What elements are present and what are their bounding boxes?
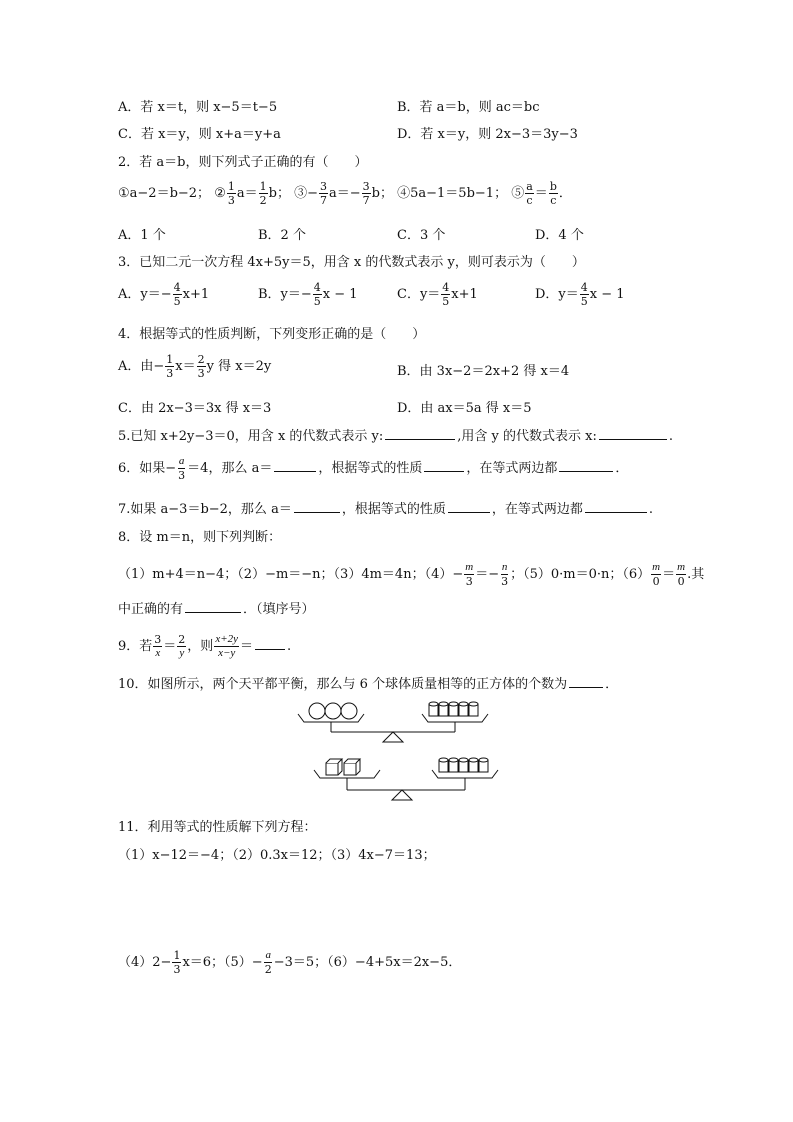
q2-frac-three-sevenths-b: $\frac{3}{7}$ <box>362 180 370 207</box>
q2-option-a: A．1 个 <box>118 228 166 243</box>
q11-line-2: （4）2− $\frac{1}{3}$ x＝6；（5）− $\frac{a}{2}$ −3＝5；（6）−4+5x＝2x−5． <box>118 949 462 976</box>
q4-stem: 4．根据等式的性质判断，下列变形正确的是（ ） <box>118 327 426 342</box>
q6-line: 6．如果− $\frac{a}{3}$ ＝4，那么 a＝ ，根据等式的性质 ，在等式两边都 ． <box>118 455 629 482</box>
cylinders-bottom <box>439 758 488 772</box>
sphere-3 <box>341 703 357 719</box>
q2-frac-one-third: $\frac{1}{3}$ <box>227 180 235 207</box>
q2-item-1: ①a−2＝b−2； <box>118 186 211 201</box>
q5-line: 5.已知 x+2y−3＝0，用含 x 的代数式表示 y: ,用含 y 的代数式表示 x: . <box>118 429 673 444</box>
q3-frac-a: $\frac{4}{5}$ <box>173 281 181 308</box>
q6-blank-property[interactable] <box>424 470 464 472</box>
q4-option-b: B．由 3x−2＝2x+2 得 x＝4 <box>397 364 570 379</box>
cubes <box>326 759 360 775</box>
q3-frac-d: $\frac{4}{5}$ <box>580 281 588 308</box>
q4-option-d: D．由 ax＝5a 得 x＝5 <box>397 401 532 416</box>
q10-blank-answer[interactable] <box>569 686 603 688</box>
q2-item-4: ④5a−1＝5b−1； <box>397 186 508 201</box>
q7-blank-property[interactable] <box>448 511 490 513</box>
q1-option-d: D．若 x＝y，则 2x−3＝3y−3 <box>397 127 578 142</box>
q6-blank-operation[interactable] <box>559 470 613 472</box>
q3-option-c: C．y＝ $\frac{4}{5}$ x+1 <box>397 281 478 308</box>
q8-answer-line: 中正确的有 ．（填序号） <box>118 602 315 617</box>
sphere-2 <box>325 703 341 719</box>
q5-blank-x[interactable] <box>599 438 667 440</box>
q2-frac-a-over-c: $\frac{a}{c}$ <box>526 180 533 207</box>
q1-option-a: A．若 x＝t，则 x−5＝t−5 <box>118 100 278 115</box>
q8-stem: 8．设 m＝n，则下列判断： <box>118 530 282 545</box>
q3-frac-b: $\frac{4}{5}$ <box>313 281 321 308</box>
q11-stem: 11．利用等式的性质解下列方程： <box>118 820 317 835</box>
q2-stem: 2．若 a＝b，则下列式子正确的有（ ） <box>118 155 368 170</box>
q1-option-c: C．若 x＝y，则 x+a＝y+a <box>118 127 281 142</box>
q7-line: 7.如果 a−3＝b−2，那么 a＝ ，根据等式的性质 ，在等式两边都 . <box>118 502 653 517</box>
q2-item-3-label: ③− <box>294 186 318 201</box>
q7-blank-operation[interactable] <box>585 511 647 513</box>
q2-frac-three-sevenths: $\frac{3}{7}$ <box>320 180 327 207</box>
q5-blank-y[interactable] <box>385 438 455 440</box>
cylinders-top <box>429 702 478 716</box>
q3-stem: 3．已知二元一次方程 4x+5y＝5，用含 x 的代数式表示 y，则可表示为（ ） <box>118 255 585 270</box>
q6-blank-a[interactable] <box>274 470 316 472</box>
q3-frac-c: $\frac{4}{5}$ <box>442 281 450 308</box>
q8-items: （1）m+4＝n−4；（2）−m＝−n；（3）4m＝4n；（4）− $\frac{m}{3}$ ＝− $\frac{n}{3}$ ；（5）0·m＝0·n；（6） $\frac{m}{0}$ ＝ $\frac{m}{0}$ .其 <box>118 561 705 588</box>
q2-option-b: B．2 个 <box>258 228 306 243</box>
q2-item-5-label: ⑤ <box>511 186 525 201</box>
q4-option-c: C．由 2x−3＝3x 得 x＝3 <box>118 401 272 416</box>
q2-option-d: D．4 个 <box>535 228 584 243</box>
q10-stem: 10．如图所示，两个天平都平衡，那么与 6 个球体质量相等的正方体的个数为 ． <box>118 677 619 692</box>
balance-figure <box>290 696 510 808</box>
q8-blank-answer[interactable] <box>185 611 241 613</box>
q2-frac-b-over-c: $\frac{b}{c}$ <box>549 180 557 207</box>
balance-top <box>298 702 488 742</box>
q2-option-c: C．3 个 <box>397 228 446 243</box>
q3-option-d: D．y＝ $\frac{4}{5}$ x − 1 <box>535 281 625 308</box>
q7-blank-a[interactable] <box>294 511 340 513</box>
q4-option-a: A．由− $\frac{1}{3}$ x＝ $\frac{2}{3}$ y 得 x＝2y <box>118 353 272 380</box>
balance-bottom <box>314 758 498 800</box>
q3-option-a: A．y＝− $\frac{4}{5}$ x+1 <box>118 281 210 308</box>
q2-items: ①a−2＝b−2； ② $\frac{1}{3}$ a＝ $\frac{1}{2}$ b； ③− $\frac{3}{7}$ a＝− $\frac{3}{7}$ b； ④5a−1＝5b−1； ⑤ $\frac{a}{c}$ ＝ $\frac{b}{c}$ ． <box>118 180 572 207</box>
q11-line-1: （1）x−12＝−4；（2）0.3x＝12；（3）4x−7＝13； <box>118 848 436 863</box>
q2-item-2-label: ② <box>214 186 226 201</box>
q3-option-b: B．y＝− $\frac{4}{5}$ x − 1 <box>258 281 358 308</box>
q9-blank-answer[interactable] <box>255 648 285 650</box>
sphere-1 <box>309 703 325 719</box>
q9-line: 9．若 $\frac{3}{x}$ ＝ $\frac{2}{y}$ ，则 $\frac{x+2y}{x-y}$ ＝ . <box>118 633 292 659</box>
q2-frac-one-half: $\frac{1}{2}$ <box>259 180 267 207</box>
q1-option-b: B．若 a＝b，则 ac＝bc <box>397 100 540 115</box>
